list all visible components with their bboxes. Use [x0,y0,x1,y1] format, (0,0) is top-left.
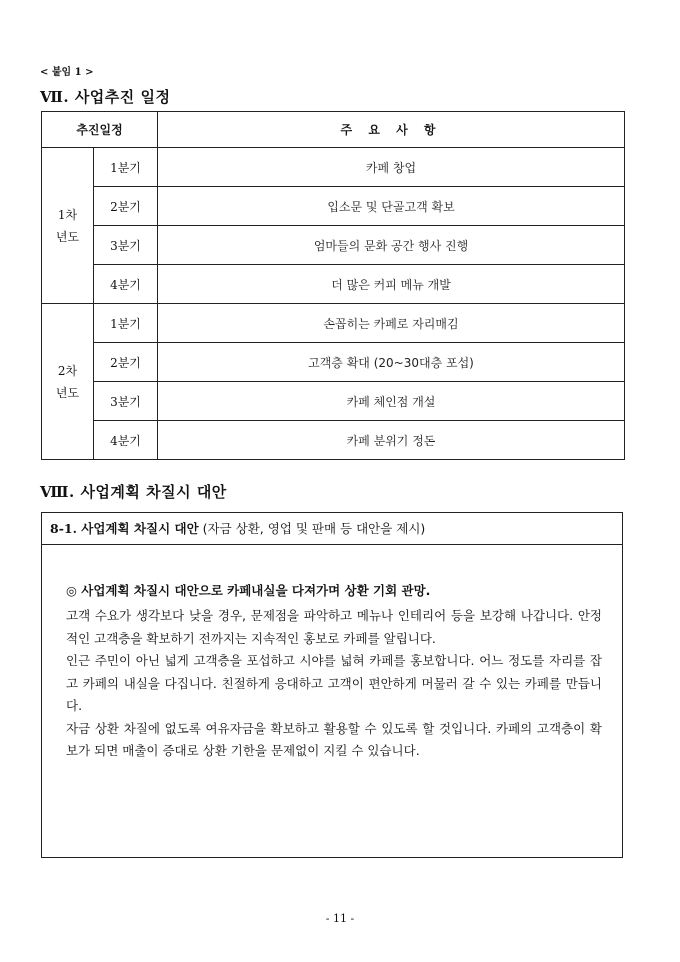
plan-box-header [42,513,622,545]
table-header-row [42,112,625,148]
year-cell-2 [42,304,94,460]
table-row [42,226,625,265]
item-cell: 입소문 및 단골고객 확보 [158,187,625,226]
quarter-cell: 3분기 [94,382,158,421]
quarter-cell: 3분기 [94,226,158,265]
appendix-label: < 붙임 1 > [40,67,94,78]
year-label: 1차 [57,207,78,222]
table-row [42,187,625,226]
year-label: 2차 [57,363,78,378]
plan-header-title: 8-1. 사업계획 차질시 대안 [50,521,199,536]
item-cell: 손꼽히는 카페로 자리매김 [158,304,625,343]
section7-title: Ⅶ. 사업추진 일정 [40,88,171,106]
header-schedule: 추진일정 [42,112,158,148]
table-row [42,265,625,304]
section8-title: Ⅷ. 사업계획 차질시 대안 [40,483,227,501]
contingency-plan-box [41,512,623,858]
year-label-suffix: 년도 [55,229,80,244]
plan-paragraph: 인근 주민이 아닌 넓게 고객층을 포섭하고 시야를 넓혀 카페를 홍보합니다. 어느 정도를 자리를 잡고 카페의 내실을 다집니다. 친절하게 응대하고 고객이 편안하게 머물러 갈 수 있는 카페를 만듭니다. [66,653,602,713]
table-row [42,421,625,460]
item-cell: 카페 분위기 정돈 [158,421,625,460]
table-row [42,304,625,343]
quarter-cell: 1분기 [94,148,158,187]
schedule-table [41,111,625,460]
quarter-cell: 2분기 [94,343,158,382]
quarter-cell: 4분기 [94,265,158,304]
plan-header-note: (자금 상환, 영업 및 판매 등 대안을 제시) [198,521,426,536]
item-cell: 카페 체인점 개설 [158,382,625,421]
plan-lead-statement: ◎ 사업계획 차질시 대안으로 카페내실을 다져가며 상환 기회 관망. [66,583,431,598]
page-number: - 11 - [325,912,355,925]
header-items: 주 요 사 항 [158,112,625,148]
plan-paragraph: 자금 상환 차질에 없도록 여유자금을 확보하고 활용할 수 있도록 할 것입니다. 카페의 고객층이 확보가 되면 매출이 증대로 상환 기한을 문제없이 지킬 수 있습니다. [66,720,602,758]
year-cell-1 [42,148,94,304]
table-row [42,382,625,421]
item-cell: 더 많은 커피 메뉴 개발 [158,265,625,304]
table-row [42,343,625,382]
quarter-cell: 1분기 [94,304,158,343]
quarter-cell: 2분기 [94,187,158,226]
item-cell: 고객층 확대 (20~30대층 포섭) [158,343,625,382]
item-cell: 카페 창업 [158,148,625,187]
year-label-suffix: 년도 [55,385,80,400]
table-row [42,148,625,187]
item-cell: 엄마들의 문화 공간 행사 진행 [158,226,625,265]
plan-paragraph: 고객 수요가 생각보다 낮을 경우, 문제점을 파악하고 메뉴나 인테리어 등을 보강해 나갑니다. 안정적인 고객층을 확보하기 전까지는 지속적인 홍보로 카페를 알립니다. [66,608,602,646]
plan-box-body [42,545,622,763]
quarter-cell: 4분기 [94,421,158,460]
